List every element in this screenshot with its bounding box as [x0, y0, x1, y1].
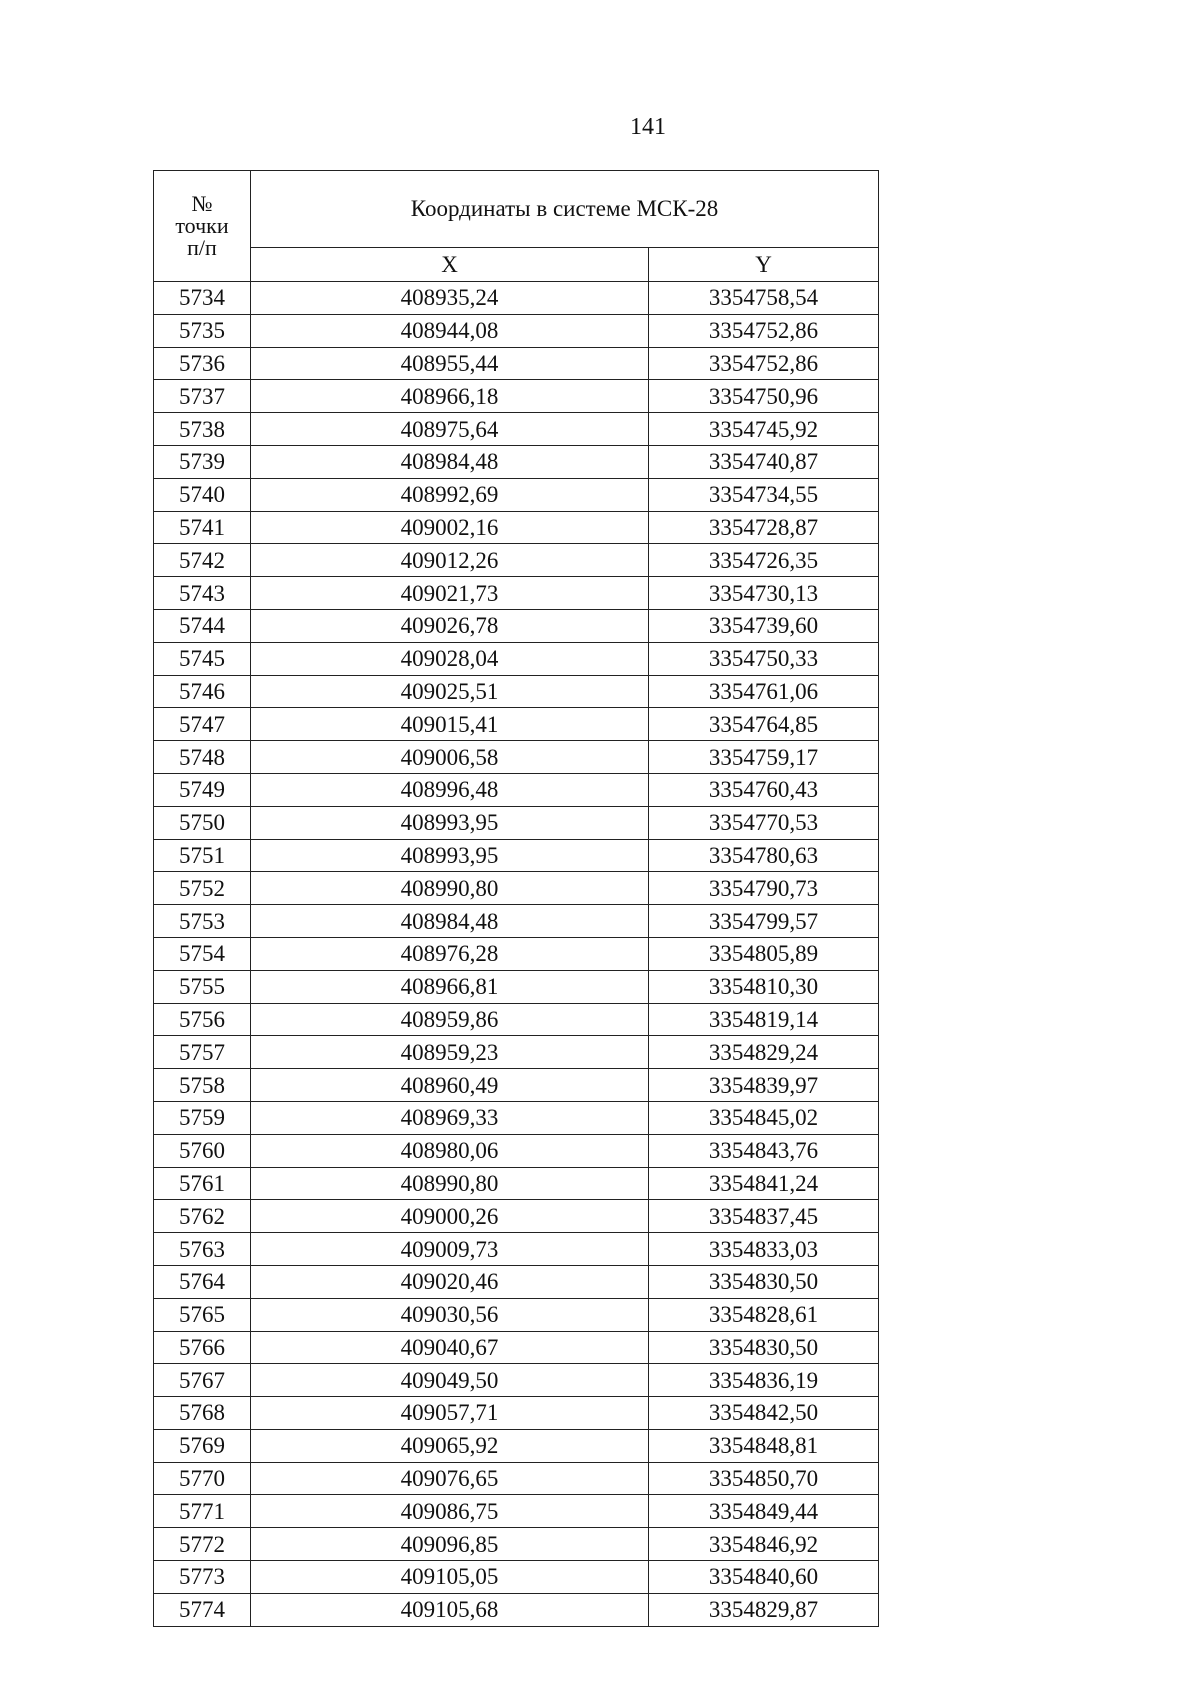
- table-header: [154, 171, 879, 282]
- y-coordinate-cell: 3354843,76: [649, 1134, 879, 1167]
- y-coordinate-cell: 3354830,50: [649, 1331, 879, 1364]
- x-coordinate-cell: 408993,95: [251, 806, 649, 839]
- y-coordinate-cell: 3354739,60: [649, 609, 879, 642]
- point-number-header-line1: №: [191, 191, 213, 216]
- table-row: [154, 347, 879, 380]
- point-number-cell: 5751: [154, 839, 251, 872]
- point-number-cell: 5771: [154, 1495, 251, 1528]
- table-row: [154, 1593, 879, 1626]
- point-number-cell: 5737: [154, 380, 251, 413]
- point-number-cell: 5763: [154, 1233, 251, 1266]
- x-coordinate-cell: 409020,46: [251, 1265, 649, 1298]
- y-coordinate-cell: 3354805,89: [649, 937, 879, 970]
- y-coordinate-cell: 3354799,57: [649, 905, 879, 938]
- x-coordinate-cell: 409021,73: [251, 577, 649, 610]
- x-coordinate-cell: 408975,64: [251, 413, 649, 446]
- x-coordinate-cell: 408959,86: [251, 1003, 649, 1036]
- table-row: [154, 1003, 879, 1036]
- y-coordinate-cell: 3354790,73: [649, 872, 879, 905]
- table-row: [154, 1167, 879, 1200]
- x-coordinate-cell: 409002,16: [251, 511, 649, 544]
- table-row: [154, 1265, 879, 1298]
- x-coordinate-cell: 409030,56: [251, 1298, 649, 1331]
- table-row: [154, 937, 879, 970]
- x-coordinate-cell: 408944,08: [251, 314, 649, 347]
- table-row: [154, 609, 879, 642]
- point-number-cell: 5762: [154, 1200, 251, 1233]
- table-row: [154, 1462, 879, 1495]
- y-coordinate-cell: 3354829,87: [649, 1593, 879, 1626]
- x-coordinate-cell: 408996,48: [251, 773, 649, 806]
- table-row: [154, 1233, 879, 1266]
- point-number-cell: 5769: [154, 1429, 251, 1462]
- y-column-header: Y: [649, 247, 879, 281]
- x-coordinate-cell: 409000,26: [251, 1200, 649, 1233]
- table-row: [154, 511, 879, 544]
- x-coordinate-cell: 409076,65: [251, 1462, 649, 1495]
- table-row: [154, 970, 879, 1003]
- coordinate-system-header: Координаты в системе МСК-28: [251, 171, 879, 248]
- x-coordinate-cell: 409012,26: [251, 544, 649, 577]
- table-row: [154, 741, 879, 774]
- table-row: [154, 642, 879, 675]
- y-coordinate-cell: 3354752,86: [649, 347, 879, 380]
- x-coordinate-cell: 408984,48: [251, 445, 649, 478]
- y-coordinate-cell: 3354819,14: [649, 1003, 879, 1036]
- x-coordinate-cell: 408960,49: [251, 1069, 649, 1102]
- y-coordinate-cell: 3354764,85: [649, 708, 879, 741]
- point-number-cell: 5760: [154, 1134, 251, 1167]
- point-number-cell: 5752: [154, 872, 251, 905]
- point-number-cell: 5748: [154, 741, 251, 774]
- x-coordinate-cell: 408976,28: [251, 937, 649, 970]
- table-row: [154, 1101, 879, 1134]
- point-number-cell: 5743: [154, 577, 251, 610]
- point-number-cell: 5735: [154, 314, 251, 347]
- x-coordinate-cell: 408992,69: [251, 478, 649, 511]
- y-coordinate-cell: 3354758,54: [649, 282, 879, 315]
- x-coordinate-cell: 408935,24: [251, 282, 649, 315]
- y-coordinate-cell: 3354846,92: [649, 1528, 879, 1561]
- y-coordinate-cell: 3354842,50: [649, 1397, 879, 1430]
- point-number-cell: 5773: [154, 1561, 251, 1594]
- x-coordinate-cell: 409025,51: [251, 675, 649, 708]
- table-row: [154, 380, 879, 413]
- y-coordinate-cell: 3354728,87: [649, 511, 879, 544]
- x-coordinate-cell: 408990,80: [251, 1167, 649, 1200]
- y-coordinate-cell: 3354839,97: [649, 1069, 879, 1102]
- y-coordinate-cell: 3354750,96: [649, 380, 879, 413]
- y-coordinate-cell: 3354750,33: [649, 642, 879, 675]
- point-number-cell: 5736: [154, 347, 251, 380]
- y-coordinate-cell: 3354740,87: [649, 445, 879, 478]
- point-number-cell: 5744: [154, 609, 251, 642]
- x-coordinate-cell: 409105,68: [251, 1593, 649, 1626]
- table-row: [154, 1397, 879, 1430]
- y-coordinate-cell: 3354837,45: [649, 1200, 879, 1233]
- x-coordinate-cell: 408993,95: [251, 839, 649, 872]
- table-body: [154, 282, 879, 1627]
- point-number-cell: 5747: [154, 708, 251, 741]
- point-number-cell: 5761: [154, 1167, 251, 1200]
- y-coordinate-cell: 3354770,53: [649, 806, 879, 839]
- table-row: [154, 1561, 879, 1594]
- table-row: [154, 1528, 879, 1561]
- x-coordinate-cell: 408969,33: [251, 1101, 649, 1134]
- table-row: [154, 675, 879, 708]
- point-number-cell: 5764: [154, 1265, 251, 1298]
- point-number-cell: 5740: [154, 478, 251, 511]
- y-coordinate-cell: 3354780,63: [649, 839, 879, 872]
- table-row: [154, 773, 879, 806]
- y-coordinate-cell: 3354759,17: [649, 741, 879, 774]
- point-number-cell: 5765: [154, 1298, 251, 1331]
- table-row: [154, 314, 879, 347]
- y-coordinate-cell: 3354726,35: [649, 544, 879, 577]
- table-row: [154, 1036, 879, 1069]
- x-coordinate-cell: 408990,80: [251, 872, 649, 905]
- y-coordinate-cell: 3354849,44: [649, 1495, 879, 1528]
- y-coordinate-cell: 3354836,19: [649, 1364, 879, 1397]
- y-coordinate-cell: 3354830,50: [649, 1265, 879, 1298]
- point-number-cell: 5772: [154, 1528, 251, 1561]
- point-number-cell: 5750: [154, 806, 251, 839]
- y-coordinate-cell: 3354760,43: [649, 773, 879, 806]
- x-coordinate-cell: 409105,05: [251, 1561, 649, 1594]
- point-number-cell: 5766: [154, 1331, 251, 1364]
- point-number-cell: 5768: [154, 1397, 251, 1430]
- point-number-cell: 5745: [154, 642, 251, 675]
- point-number-cell: 5742: [154, 544, 251, 577]
- point-number-header-line2: точки: [175, 213, 229, 238]
- point-number-cell: 5754: [154, 937, 251, 970]
- coordinates-table: [153, 170, 879, 1627]
- x-coordinate-cell: 409028,04: [251, 642, 649, 675]
- point-number-cell: 5758: [154, 1069, 251, 1102]
- y-coordinate-cell: 3354761,06: [649, 675, 879, 708]
- y-coordinate-cell: 3354848,81: [649, 1429, 879, 1462]
- x-coordinate-cell: 408959,23: [251, 1036, 649, 1069]
- x-coordinate-cell: 409049,50: [251, 1364, 649, 1397]
- y-coordinate-cell: 3354752,86: [649, 314, 879, 347]
- y-coordinate-cell: 3354828,61: [649, 1298, 879, 1331]
- point-number-header-line3: п/п: [187, 235, 217, 260]
- x-coordinate-cell: 409086,75: [251, 1495, 649, 1528]
- table-row: [154, 282, 879, 315]
- table-row: [154, 413, 879, 446]
- x-coordinate-cell: 408984,48: [251, 905, 649, 938]
- y-coordinate-cell: 3354745,92: [649, 413, 879, 446]
- x-coordinate-cell: 409096,85: [251, 1528, 649, 1561]
- point-number-cell: 5756: [154, 1003, 251, 1036]
- x-coordinate-cell: 408966,81: [251, 970, 649, 1003]
- table-row: [154, 577, 879, 610]
- table-row: [154, 1134, 879, 1167]
- table-row: [154, 544, 879, 577]
- point-number-cell: 5738: [154, 413, 251, 446]
- point-number-cell: 5749: [154, 773, 251, 806]
- x-coordinate-cell: 409026,78: [251, 609, 649, 642]
- point-number-cell: 5767: [154, 1364, 251, 1397]
- x-column-header: X: [251, 247, 649, 281]
- y-coordinate-cell: 3354840,60: [649, 1561, 879, 1594]
- y-coordinate-cell: 3354841,24: [649, 1167, 879, 1200]
- point-number-cell: 5741: [154, 511, 251, 544]
- point-number-cell: 5755: [154, 970, 251, 1003]
- table-row: [154, 872, 879, 905]
- point-number-cell: 5753: [154, 905, 251, 938]
- table-row: [154, 1200, 879, 1233]
- table-row: [154, 708, 879, 741]
- point-number-cell: 5759: [154, 1101, 251, 1134]
- table-row: [154, 1069, 879, 1102]
- table-row: [154, 1331, 879, 1364]
- x-coordinate-cell: 408980,06: [251, 1134, 649, 1167]
- table-row: [154, 1298, 879, 1331]
- y-coordinate-cell: 3354730,13: [649, 577, 879, 610]
- point-number-cell: 5746: [154, 675, 251, 708]
- page-number: 141: [630, 114, 666, 140]
- table-row: [154, 1429, 879, 1462]
- point-number-cell: 5734: [154, 282, 251, 315]
- point-number-cell: 5774: [154, 1593, 251, 1626]
- y-coordinate-cell: 3354845,02: [649, 1101, 879, 1134]
- table-row: [154, 478, 879, 511]
- point-number-header: [154, 171, 251, 282]
- x-coordinate-cell: 408955,44: [251, 347, 649, 380]
- y-coordinate-cell: 3354810,30: [649, 970, 879, 1003]
- x-coordinate-cell: 408966,18: [251, 380, 649, 413]
- y-coordinate-cell: 3354734,55: [649, 478, 879, 511]
- table-row: [154, 445, 879, 478]
- point-number-cell: 5770: [154, 1462, 251, 1495]
- table-row: [154, 1495, 879, 1528]
- point-number-cell: 5757: [154, 1036, 251, 1069]
- point-number-cell: 5739: [154, 445, 251, 478]
- x-coordinate-cell: 409015,41: [251, 708, 649, 741]
- x-coordinate-cell: 409009,73: [251, 1233, 649, 1266]
- y-coordinate-cell: 3354829,24: [649, 1036, 879, 1069]
- table-row: [154, 806, 879, 839]
- y-coordinate-cell: 3354850,70: [649, 1462, 879, 1495]
- table-row: [154, 1364, 879, 1397]
- x-coordinate-cell: 409065,92: [251, 1429, 649, 1462]
- table-row: [154, 905, 879, 938]
- x-coordinate-cell: 409040,67: [251, 1331, 649, 1364]
- table-row: [154, 839, 879, 872]
- x-coordinate-cell: 409006,58: [251, 741, 649, 774]
- x-coordinate-cell: 409057,71: [251, 1397, 649, 1430]
- y-coordinate-cell: 3354833,03: [649, 1233, 879, 1266]
